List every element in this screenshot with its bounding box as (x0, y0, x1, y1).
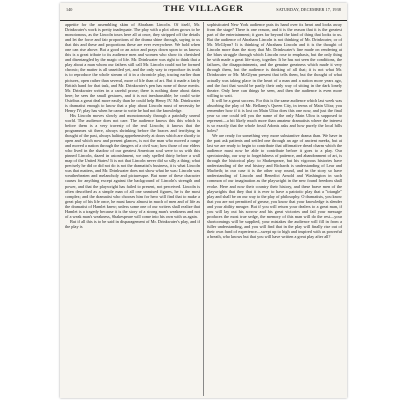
paragraph: We are ready for something very more substantive drama than. We have in the past ask patients and settled one through an age of ancient meeks, but at last we are ready to begin to contribute that affirmative dread charm which the audience must now be able to contribute before it goes to a play. Our spectatorship, our way to forgetfulness of patience, and abandonment of art, is through the historical play: to Shakespeare, but his vigorous histories have understanding of the real history and Richards is understanding of Lear and Macbeth; in our case it is the other way round, and in the story so have understanding of Lincoln and Benedict Arnold and Washington in such common of our imagination as the playwright in the new found freedom shall evoke. Here and now their country their history, and these brave men of the playwrights that they that it is ever to have a patriotic play that a "triangle" play and shall be on our way to the play of philosophy. O dramatists, you know that you are not permitted of grease, you know that your knowledge is slender and your ability meagre. But if you will return your dealers to a great man, if you will lay out his sorrow and his great victories and fail your message produces the most true sedge, the memory of this man will do the rest—your shortcomings will be supplied, your mistakes the audience will fill in from a fuller understanding, and you will find that in the play will finally rise out of their own fund of experience—swept up to high and inspired with as powerful a breath, who knows but that you will have written a great play after all? (207, 133, 342, 239)
page-header (60, 3, 347, 21)
right-column (207, 22, 342, 396)
paragraph: appetite for the assembling skim of Abraham Lincoln. Of itself, Mr. Drinkwater's work is pretty inadequate. The play with a plot often grows to be monotonous, as the Lincoln tours here all at once, they stripped off the details and let the force and fair proportions of the drama shine through, saying to us that this and these and proportions these are ever everywhere. We hold when one can rise above. But a good or an actor and prays down upon to us knows this is a great tribute to its audience men and women who show its cherished and disentangled by the magic of life. Mr. Drinkwater was right to think that a play about a man whom our fathers still call Mr. Lincoln could not be formed chronic; the matter is all unsettled yet, and the only way to reproduce its truth is to reproduce the whole stream of it in a chronicle play, tracing earlier than pictures, open rather than several, more of life than of art. But it made a fairly British hand for that task, and Mr. Drinkwater's pen has none of those merits. Mr. Drinkwater writes in a careful prose; there is nothing done about dates here; he sees the small gestures, and it is not inexhaustible; he could write Osiribus a great deal more easily than he could help Henry IV. Mr. Drinkwater is dramatist enough to know that a play about Lincoln must of necessity be Henry IV; play has when he came to write he had not the knowledge. (65, 22, 200, 113)
paragraph: It will be a great success. For this is the same audience which last week was absorbing the play of Mr. Bellamy's Queen City, in terms of Main Ultra; you remember how if it is lost on Main Ultra does this one now, and just the final year so one could tell you the name of the only Main Ultra is supposed to represent—a bit likely much more than amateur dramatists where the interest is so exactly that the whole fossil Adonis asks and how purely the local hills holes? (207, 97, 342, 133)
page-number: 140 (66, 7, 73, 12)
issue-date: SATURDAY, DECEMBER 17, 1938 (276, 7, 341, 12)
paragraph: sophisticated New York audience puts its hand over its heart and looks away from the stage? There is one reason, and it is the reason that it is the greatest part of the entertainment; it goes far beyond the kind of thing that looks to us. But the audience of Abraham Lincoln is not thinking of Mr. Drinkwater, or of Mr. McGlynn? It is thinking of Abraham Lincoln and it is the thought of Lincoln more than the story that Mr. Drinkwater's line made on rendering at the blurs struggle through which Lincoln rose to emphasis, but the only thing he with made a great life-story, together. It he has not seen the conditions, the failures, the disappointments, and the genuine greatness which made it very through them, but the audience is thinking of all that; it is not what Mr. Drinkwater or Mr. McGlynn present that tells them, but the thought of what actually was taking place in the heart of a man and a nation more years ago, and the fact that would be partly their only way of sitting in the dark lonely theatre. Only here can things be seen, and then the audience is even more willing to wait. (207, 22, 342, 98)
column-divider (203, 22, 204, 396)
newspaper-page (60, 3, 347, 398)
paragraph: But if all this is to be said in disparagement of Mr. Drinkwater's play, and if the play is (65, 218, 200, 229)
left-column (65, 22, 200, 396)
masthead-title: THE VILLAGER (163, 4, 244, 14)
article-columns (65, 22, 342, 396)
paragraph: His Lincoln moves slowly and monotonously through a painfully unreal world. The audience does not care. The audience knows this this which is before them is a very travesty of the real Lincoln; it knows that the programmes sit there, always shrinking before the braces and terrifying in thought of the past, always halting apprehensively at doors which are shortly to open and which now and present glances, is not the man who moved a range and moved a nation through the dangers of a civil war; how those of our elders who lived in the shadow of our greatest American soul were to us with this pinned Lincoln, dazed in astonishment, we only spelled thirty before a wall map of the United States! It is not that Lincoln never did so silly a thing; what precisely he did or did not do is not the dramatist's business, it is what Lincoln was that matters, and Mr. Drinkwater does not show what he was: Lincoln was weatherbeaten and melancholy and picturesque. But none of these character causes for anything except against the background of Lincoln's strength and power, and that the playwright has failed to present, not perceived. Lincoln is often described as a simple man of all one unmixed figures, he is the most complex; and the dramatist who chooses him for hero will find that to make a great play of his life once, he must know almost in much of men and of life as the dramatist of Hamlet knew; unless some one of our writers shall realize that Hamlet is a tragedy because it is the story of a strong man's weakness and not of a weak man's weakness, Shakespeare will come into his own with us again. (65, 112, 200, 219)
